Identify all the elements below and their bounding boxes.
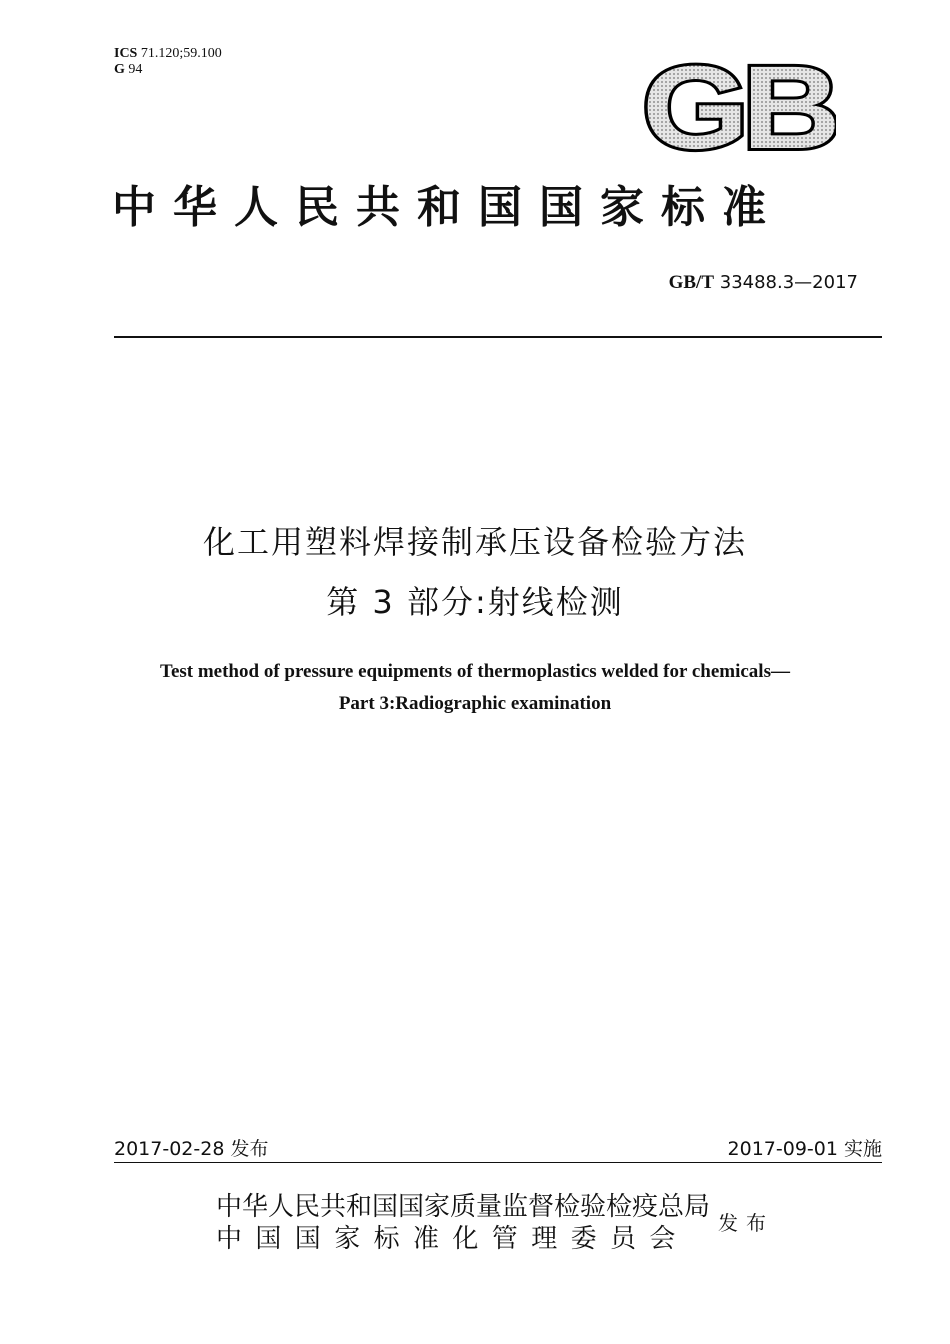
issuer-line1: 中华人民共和国国家质量监督检验检疫总局 <box>216 1192 711 1222</box>
title-en-line1: Test method of pressure equipments of thermoplastics welded for chemicals— <box>160 661 790 682</box>
standard-number <box>669 272 858 294</box>
header-divider <box>114 336 882 338</box>
title-cn-line1: 化工用塑料焊接制承压设备检验方法 <box>202 523 747 561</box>
ics-classification <box>114 46 222 78</box>
title-cn-line2: 第 3 部分:射线检测 <box>326 583 624 621</box>
ccs-label: G <box>114 62 125 77</box>
title-en-line2: Part 3:Radiographic examination <box>338 693 612 714</box>
ccs-line <box>114 62 222 78</box>
gb-logo <box>640 56 836 156</box>
standard-code: 33488.3—2017 <box>719 272 858 293</box>
ics-line <box>114 46 222 62</box>
gb-logo-text: GB <box>642 56 835 156</box>
issuer-line2: 中国国家标准化管理委员会 <box>216 1224 689 1254</box>
standard-prefix: GB/T <box>668 272 715 293</box>
footer-divider <box>114 1162 882 1163</box>
issue-date: 2017-02-28 发布 <box>114 1138 269 1160</box>
national-standard-heading: 中华人民共和国国家标准 <box>112 182 783 233</box>
ics-code: 71.120;59.100 <box>140 46 222 61</box>
ics-label: ICS <box>114 46 138 61</box>
ccs-code: 94 <box>128 62 143 77</box>
publish-label: 发布 <box>718 1211 774 1235</box>
implement-date: 2017-09-01 实施 <box>727 1138 882 1160</box>
